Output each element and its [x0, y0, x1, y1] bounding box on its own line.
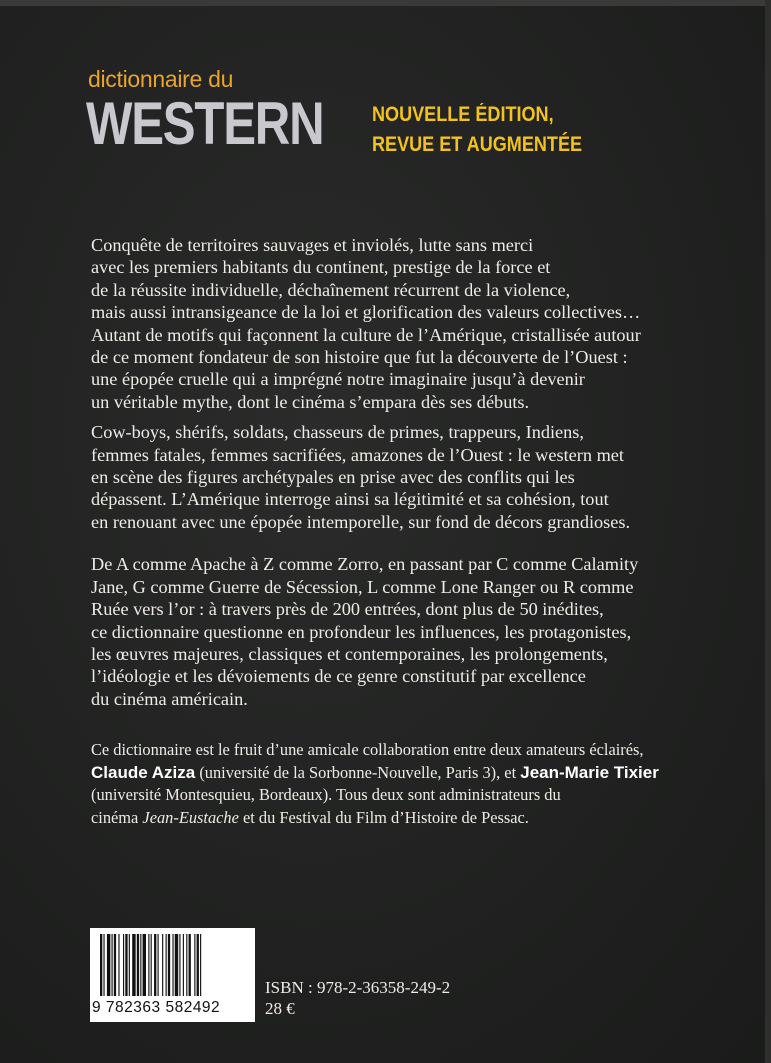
barcode-bar — [186, 934, 187, 996]
blurb-line: mais aussi intransigeance de la loi et glorification des valeurs collectives… — [91, 302, 641, 323]
barcode-bar — [200, 934, 201, 996]
festival-text: et du Festival du Film d’Histoire de Pessac. — [238, 807, 529, 827]
barcode-bar — [125, 934, 127, 996]
cover-right-edge — [765, 0, 771, 1063]
blurb-line: en renouant avec une épopée intemporelle, sur fond de décors grandioses. — [91, 511, 631, 532]
blurb-line: une épopée cruelle qui a imprégné notre imaginaire jusqu’à devenir — [91, 369, 585, 390]
edition-banner — [372, 100, 582, 160]
author-name: Claude Aziza — [91, 762, 196, 782]
isbn-block — [265, 977, 450, 1019]
barcode-bar — [162, 934, 163, 996]
barcode — [90, 928, 255, 1022]
barcode-bar — [166, 934, 167, 996]
blurb-line: avec les premiers habitants du continent, prestige de la force et — [91, 257, 551, 278]
edition-line-1: NOUVELLE ÉDITION, — [372, 103, 554, 126]
blurb-line: De A comme Apache à Z comme Zorro, en passant par C comme Calamity — [91, 554, 639, 575]
barcode-bar — [197, 934, 199, 996]
barcode-bar — [189, 934, 191, 996]
barcode-bar — [132, 934, 135, 996]
edition-line-2: REVUE ET AUGMENTÉE — [372, 133, 583, 156]
barcode-bar — [103, 934, 104, 996]
barcode-bar — [129, 934, 130, 996]
isbn-text: ISBN : 978-2-36358-249-2 — [265, 978, 451, 997]
author-affiliation: (université de la Sorbonne-Nouvelle, Paris 3), et — [195, 762, 521, 782]
paragraph-gap — [91, 413, 691, 421]
cover-top-edge — [0, 0, 771, 6]
barcode-bar — [137, 934, 139, 996]
blurb-line: Cow-boys, shérifs, soldats, chasseurs de primes, trappeurs, Indiens, — [91, 422, 584, 443]
authors-line — [91, 807, 731, 830]
barcode-bar — [118, 934, 119, 996]
blurb — [91, 234, 691, 710]
blurb-line: Jane, G comme Guerre de Sécession, L comme Lone Ranger ou R comme — [91, 576, 634, 597]
barcode-bar — [172, 934, 173, 996]
barcode-bar — [107, 934, 110, 996]
barcode-bar — [140, 934, 141, 996]
blurb-line: en scène des figures archétypales en prise avec des conflits qui les — [91, 467, 575, 488]
blurb-line: Ruée vers l’or : à travers près de 200 entrées, dont plus de 50 inédites, — [91, 599, 604, 620]
barcode-bar — [158, 934, 159, 996]
blurb-line: dépassent. L’Amérique interroge ainsi sa légitimité et sa cohésion, tout — [91, 489, 609, 510]
brand-subtitle: dictionnaire du — [88, 66, 234, 92]
blurb-line: du cinéma américain. — [91, 688, 248, 709]
paragraph-gap — [91, 533, 691, 553]
authors-line: Ce dictionnaire est le fruit d’une amicale collaboration entre deux amateurs éclairés, — [91, 740, 644, 759]
blurb-line: les œuvres majeures, classiques et contemporaines, les prolongements, — [91, 643, 608, 664]
author-name: Jean-Marie Tixier — [520, 762, 659, 782]
barcode-bar — [175, 934, 178, 996]
price-text: 28 € — [265, 999, 295, 1018]
blurb-line: l’idéologie et les dévoiements de ce genre constitutif par excellence — [91, 666, 586, 687]
authors-line — [91, 762, 731, 785]
barcode-bar — [143, 934, 146, 996]
blurb-line: Autant de motifs qui façonnent la culture de l’Amérique, cristallisée autour — [91, 324, 641, 345]
barcode-bar — [100, 934, 102, 996]
barcode-bar — [148, 934, 149, 996]
cinema-name: Jean-Eustache — [142, 807, 239, 827]
barcode-bar — [154, 934, 156, 996]
barcode-bar — [114, 934, 116, 996]
barcode-bar — [179, 934, 180, 996]
blurb-line: Conquête de territoires sauvages et inviolés, lutte sans merci — [91, 235, 534, 255]
blurb-line: un véritable mythe, dont le cinéma s’empara dès ses débuts. — [91, 391, 530, 412]
brand-title: WESTERN — [86, 90, 324, 157]
barcode-bar — [183, 934, 184, 996]
authors-note — [91, 739, 731, 829]
blurb-line: ce dictionnaire questionne en profondeur les influences, les protagonistes, — [91, 621, 632, 642]
barcode-bar — [168, 934, 170, 996]
authors-line: (université Montesquieu, Bordeaux). Tous deux sont administrateurs du — [91, 785, 561, 805]
barcode-bar — [151, 934, 152, 996]
cinema-prefix: cinéma — [91, 807, 143, 827]
blurb-line: de la réussite individuelle, déchaînement récurrent de la violence, — [91, 279, 571, 300]
barcode-bar — [112, 934, 113, 996]
blurb-line: femmes fatales, femmes sacrifiées, amazones de l’Ouest : le western met — [91, 444, 624, 465]
barcode-bar — [194, 934, 195, 996]
barcode-number: 9 782363 582492 — [92, 999, 221, 1016]
barcode-bars — [90, 928, 255, 1000]
barcode-bar — [123, 934, 124, 996]
blurb-line: de ce moment fondateur de son histoire que fut la découverte de l’Ouest : — [91, 347, 628, 368]
